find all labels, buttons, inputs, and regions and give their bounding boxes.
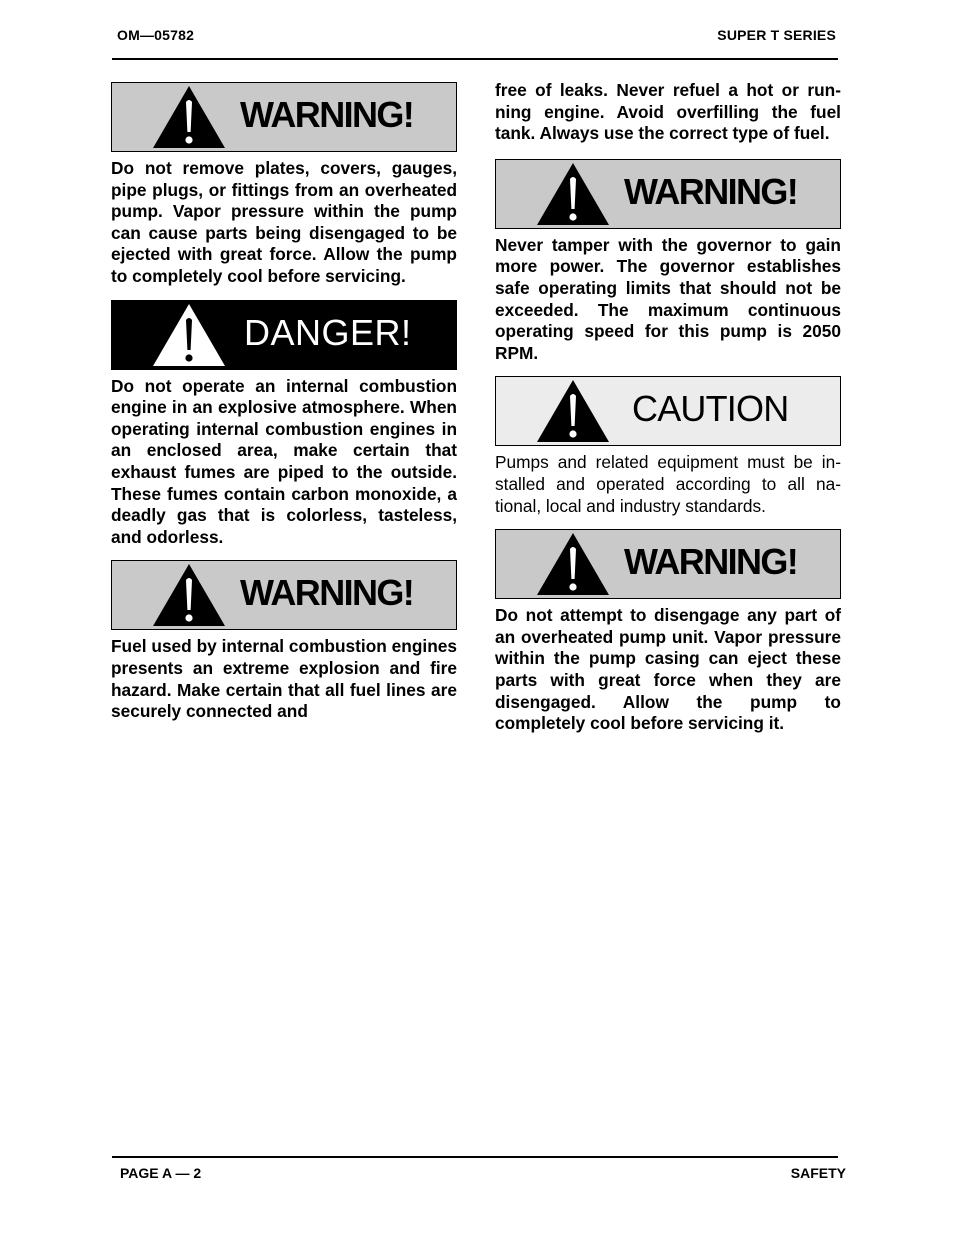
- continued-text: free of leaks. Never refuel a hot or running engine. Avoid overfilling the fuel tank. Always use the correct type of fuel.: [495, 80, 841, 144]
- exclamation-triangle-icon: [536, 532, 610, 596]
- exclamation-triangle-icon: [536, 379, 610, 443]
- sign-label: WARNING!: [240, 94, 414, 135]
- warning-sign: [495, 529, 841, 599]
- sign-label: CAUTION: [632, 388, 789, 430]
- header-rule: [112, 58, 838, 60]
- section-title: SAFETY: [790, 1165, 846, 1181]
- exclamation-triangle-icon: [152, 303, 226, 367]
- danger-sign: [111, 300, 457, 370]
- right-column: [495, 80, 841, 735]
- danger-text: Do not operate an internal combustion engine in an explosive atmosphere. When operating internal combustion engines in an enclosed area, make certain that exhaust fumes are piped to the outside. These fumes contain carbon monoxide, a deadly gas that is colorless, tasteless, and odorless.: [111, 375, 457, 547]
- warning-text: Do not attempt to disengage any part of an overheated pump unit. Vapor pressure within the pump casing can eject these parts with great force when they are disengaged. Allow the pump to completely cool before servicing it.: [495, 605, 841, 734]
- footer-rule: [112, 1156, 838, 1158]
- sign-label: WARNING!: [624, 170, 798, 212]
- warning-sign: [111, 560, 457, 630]
- warning-text: Do not remove plates, covers, gauges, pipe plugs, or fittings from an overheated pump. Vapor pressure within the pump can cause parts being disengaged to be ejected with great force. Allow the pump to completely cool before servicing.: [111, 158, 457, 286]
- caution-text: Pumps and related equipment must be installed and operated according to all national, local and industry standards.: [495, 452, 841, 516]
- warning-sign: [495, 159, 841, 229]
- document-number: OM—05782: [117, 27, 195, 43]
- left-column: [111, 82, 457, 723]
- warning-text: Fuel used by internal combustion engines presents an extreme explosion and fire hazard. Make certain that all fuel lines are securely connected and: [111, 636, 457, 722]
- warning-text: Never tamper with the governor to gain more power. The governor establishes safe operating limits that should not be exceeded. The maximum continuous operating speed for this pump is 2050 RPM.: [495, 234, 841, 363]
- sign-label: WARNING!: [624, 541, 798, 583]
- caution-sign: [495, 376, 841, 446]
- sign-label: DANGER!: [244, 311, 412, 353]
- series-title: SUPER T SERIES: [717, 27, 836, 43]
- sign-label: WARNING!: [240, 572, 414, 614]
- exclamation-triangle-icon: [152, 85, 226, 149]
- exclamation-triangle-icon: [536, 162, 610, 226]
- exclamation-triangle-icon: [152, 563, 226, 627]
- page-number: PAGE A — 2: [120, 1165, 202, 1181]
- warning-sign: [111, 82, 457, 152]
